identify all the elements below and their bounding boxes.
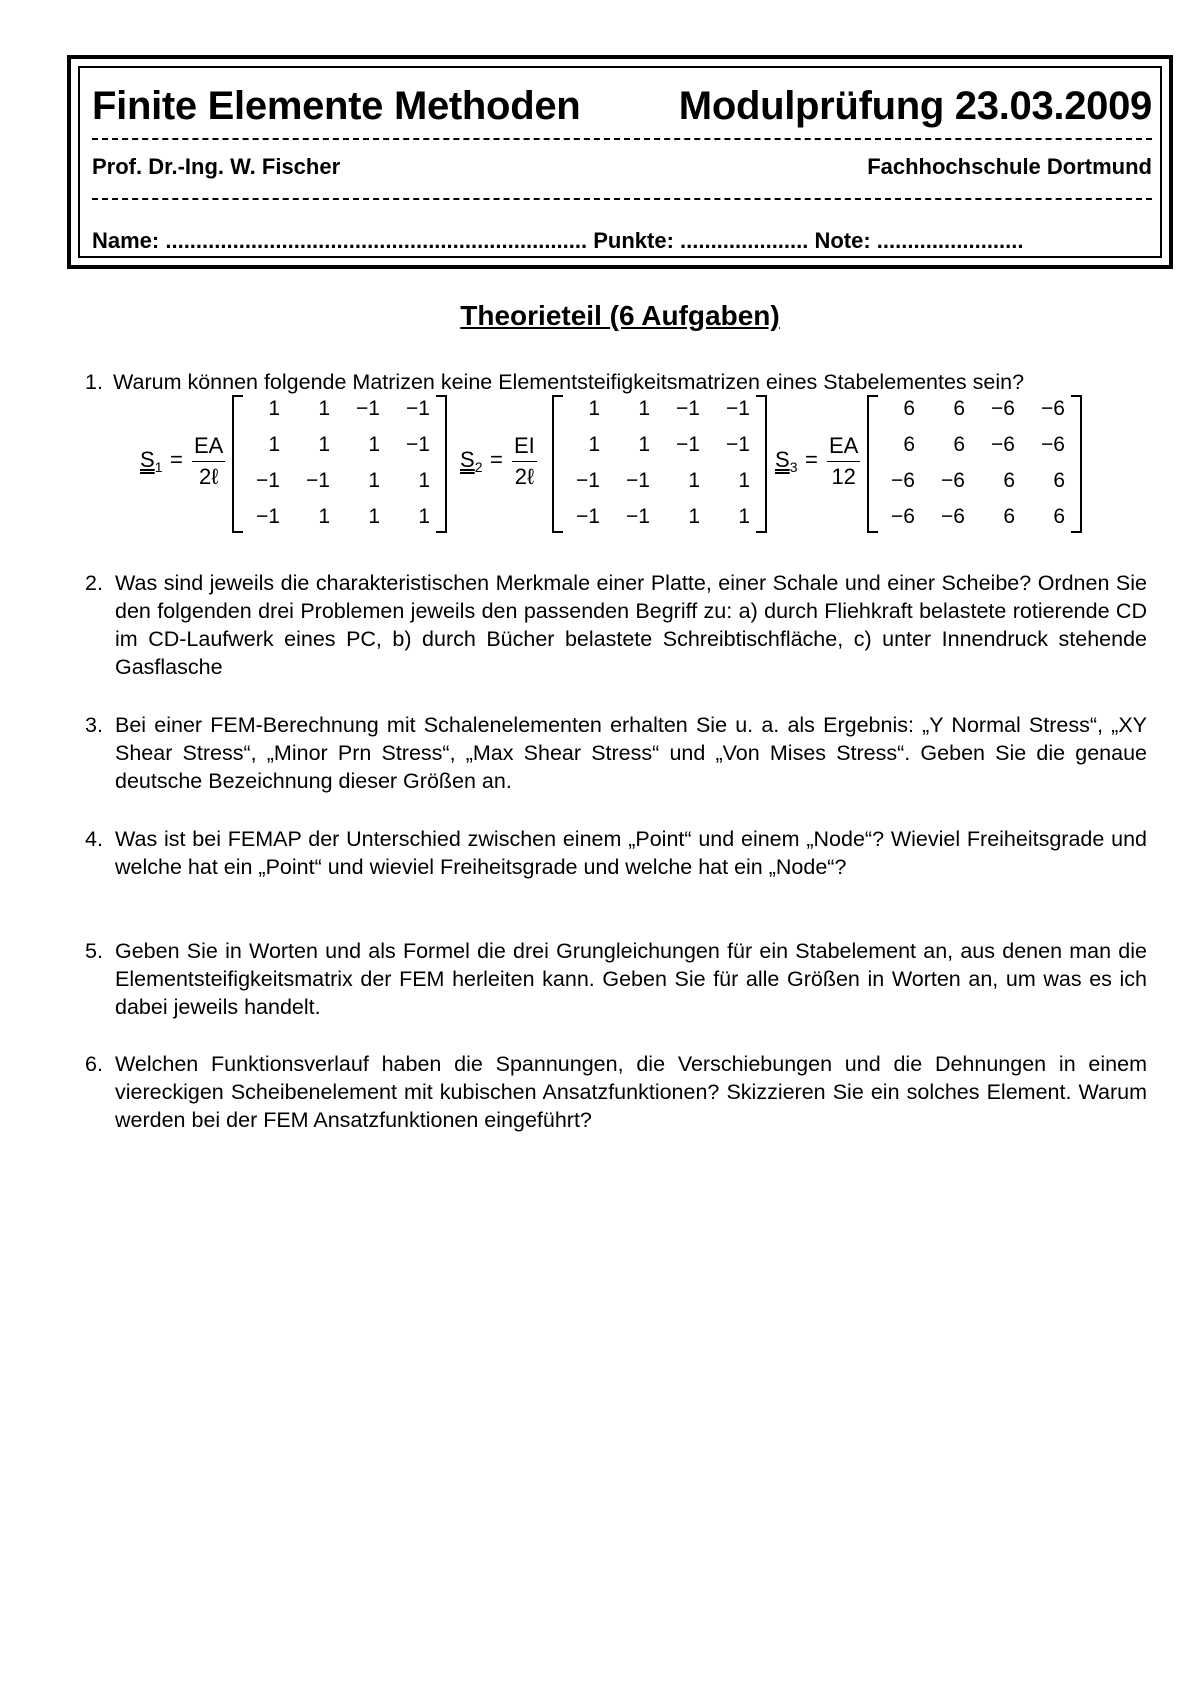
matrix-cell: −6 [991,433,1015,456]
matrix-cell: −1 [726,397,750,420]
matrix-cell: −1 [356,397,380,420]
matrix-cell: −1 [406,433,430,456]
matrix-symbol [775,447,797,473]
matrix-cell: −1 [726,433,750,456]
task-number: 6. [85,1052,103,1076]
task-text: Geben Sie in Worten und als Formel die drei Grungleichungen für ein Stabelement an, aus denen man die Elementsteifigkeitsmatrix der FEM herleiten kann. Geben Sie für alle Größen in Worten an, um was es ich dabei jeweils handelt. [115,939,1147,1019]
factor-numerator: EA [192,431,225,462]
matrix-cell: −1 [676,397,700,420]
task-text: Welchen Funktionsverlauf haben die Spannungen, die Verschiebungen und die Dehnungen in einem viereckigen Scheibenelement mit kubischen Ansatzfunktionen? Skizzieren Sie ein solches Element. Warum werden bei der FEM Ansatzfunktionen eingeführt? [115,1052,1147,1132]
matrix-cell: 1 [418,505,430,528]
equals-sign: = [170,447,183,472]
matrix-cell: −6 [1041,433,1065,456]
matrix-cell: −6 [891,469,915,492]
matrix-symbol-subscript: 3 [789,459,798,475]
name-row [92,228,1152,254]
matrix-cell: −6 [941,505,965,528]
title-row [92,84,1152,129]
author-row [92,154,1152,180]
matrix-s2 [460,393,780,533]
matrix-cell: −1 [256,469,280,492]
task-number: 3. [85,713,103,737]
matrix-block [0,393,1200,533]
matrix-cell: −1 [576,469,600,492]
factor-numerator: EI [512,431,537,462]
matrix-bracket-right [436,395,447,533]
task-number: 2. [85,571,103,595]
matrix-cell: 6 [903,397,915,420]
school: Fachhochschule Dortmund [867,154,1152,179]
task-number: 5. [85,939,103,963]
factor-denominator: 2ℓ [514,464,535,489]
task-3 [85,711,1147,795]
professor: Prof. Dr.-Ing. W. Fischer [92,154,341,179]
exam-header-inner [78,66,1162,258]
matrix-cell: 1 [318,397,330,420]
matrix-cell: −1 [626,469,650,492]
matrix-cell: 6 [1053,469,1065,492]
equals-sign: = [490,447,503,472]
matrix-cell: 1 [268,397,280,420]
matrix-cell: −1 [576,505,600,528]
matrix-symbol-letter: S [460,447,475,472]
task-text: Was sind jeweils die charakteristischen Merkmale einer Platte, einer Schale und einer Scheibe? Ordnen Sie den folgenden drei Problemen jeweils den passenden Begriff zu: a) durch Fliehkraft belastete rotierende CD im CD-Laufwerk eines PC, b) durch Bücher belastete Schreibtischfläche, c) unter Innendruck stehende Gasflasche [115,571,1147,679]
factor-numerator: EA [827,431,860,462]
matrix-cell: 1 [368,469,380,492]
matrix-bracket-right [756,395,767,533]
exam-header [67,55,1173,269]
matrix-factor [192,431,225,492]
task-text: Warum können folgende Matrizen keine Elementsteifigkeitsmatrizen eines Stabelementes sein? [113,370,1025,394]
matrix-cell: 1 [588,433,600,456]
task-4 [85,825,1147,881]
divider [92,198,1152,200]
matrix-cell: 6 [953,397,965,420]
matrix-cell: −6 [1041,397,1065,420]
matrix-s1 [140,393,460,533]
matrix-cell: −6 [891,505,915,528]
matrix-cell: 1 [318,433,330,456]
matrix-symbol-letter: S [775,447,790,472]
task-number: 4. [85,827,103,851]
matrix-cell: 1 [638,433,650,456]
matrix-cell: 1 [368,505,380,528]
matrix-factor [827,431,860,492]
exam-date: Modulprüfung 23.03.2009 [678,84,1152,128]
task-number: 1. [85,370,103,394]
matrix-cell: −1 [306,469,330,492]
matrix-cell: 6 [1003,505,1015,528]
factor-denominator: 12 [831,464,856,489]
matrix-cell: 1 [738,469,750,492]
matrix-symbol-subscript: 1 [154,459,163,475]
matrix-symbol-subscript: 2 [474,459,483,475]
factor-denominator: 2ℓ [199,464,219,489]
matrix-cell: −6 [941,469,965,492]
matrix-factor [512,431,537,492]
matrix-cell: 1 [418,469,430,492]
matrix-cell: 1 [268,433,280,456]
matrix-symbol [460,447,482,473]
matrix-cell: −1 [256,505,280,528]
task-1 [85,368,1147,396]
matrix-cell: −6 [991,397,1015,420]
matrix-cell: 6 [903,433,915,456]
name-points-grade-line: Name: ..................................................................... Punkte: ..................... Note: ........................ [92,228,1024,253]
matrix-symbol [140,447,162,473]
matrix-cell: 1 [318,505,330,528]
matrix-cell: 1 [588,397,600,420]
matrix-cell: 1 [368,433,380,456]
matrix-cell: −1 [406,397,430,420]
matrix-cell: 1 [738,505,750,528]
task-6 [85,1050,1147,1134]
task-5 [85,937,1147,1021]
matrix-symbol-letter: S [140,447,155,472]
matrix-cell: 1 [688,469,700,492]
matrix-cell: 6 [1003,469,1015,492]
equals-sign: = [805,447,818,472]
task-text: Was ist bei FEMAP der Unterschied zwischen einem „Point“ und einem „Node“? Wieviel Freiheitsgrade und welche hat ein „Point“ und wieviel Freiheitsgrade und welche hat ein „Node“? [115,827,1147,879]
matrix-cell: −1 [676,433,700,456]
matrix-cell: 1 [638,397,650,420]
task-text: Bei einer FEM-Berechnung mit Schalenelementen erhalten Sie u. a. als Ergebnis: „Y Normal Stress“, „XY Shear Stress“, „Minor Prn Stress“, „Max Shear Stress“ und „Von Mises Stress“. Geben Sie die genaue deutsche Bezeichnung dieser Größen an. [115,713,1147,793]
task-2 [85,569,1147,681]
matrix-cell: 6 [953,433,965,456]
course-title: Finite Elemente Methoden [92,84,581,128]
matrix-cell: 1 [688,505,700,528]
matrix-cell: 6 [1053,505,1065,528]
divider [92,138,1152,140]
matrix-bracket-right [1071,395,1082,533]
section-title: Theorieteil (6 Aufgaben) [460,300,780,331]
matrix-s3 [775,393,1095,533]
matrix-cell: −1 [626,505,650,528]
